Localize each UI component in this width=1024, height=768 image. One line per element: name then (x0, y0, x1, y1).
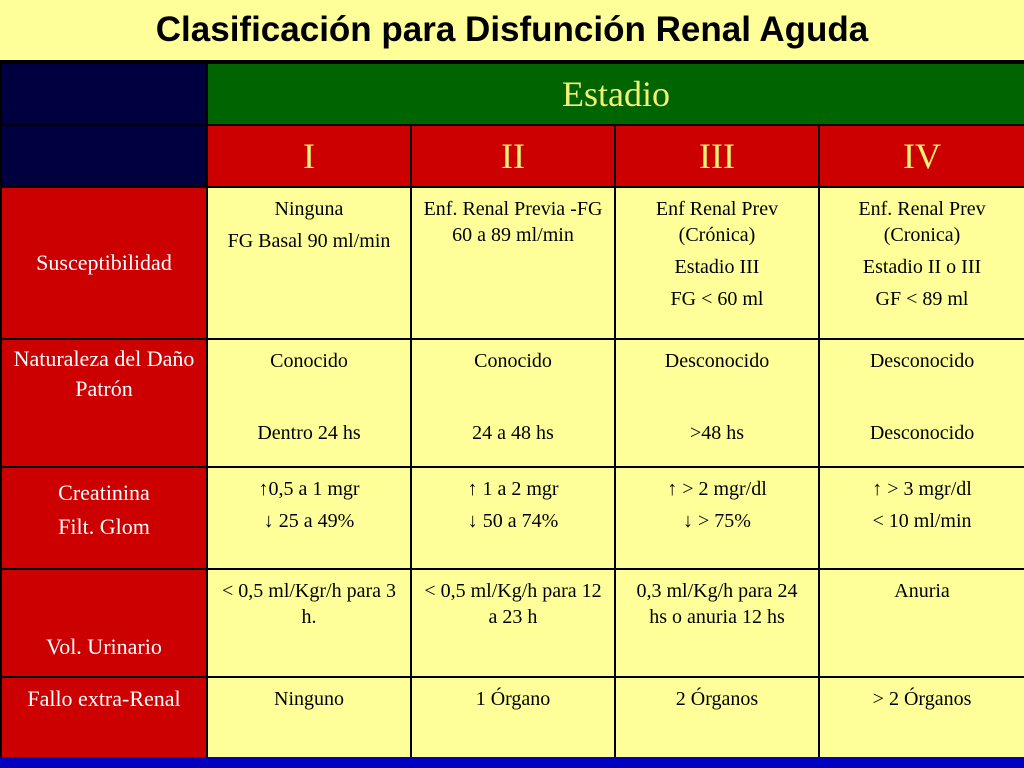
table-cell (615, 467, 819, 569)
cell-text: Desconocido (869, 422, 975, 444)
row-header-text: Susceptibilidad (36, 250, 172, 276)
cell-text: ↑ > 3 mgr/dl (872, 478, 972, 500)
stage-header: IV (819, 125, 1024, 187)
estadio-header: Estadio (207, 63, 1024, 125)
row-header-text: Creatinina (58, 480, 150, 505)
classification-table (0, 62, 1024, 762)
cell-text: Anuria (894, 580, 950, 602)
cell-text: Enf. Renal Prev (Cronica) (858, 198, 986, 246)
cell-text: ↓ > 75% (683, 510, 751, 532)
cell-text: Estadio II o III (862, 256, 982, 278)
header-corner-stages (1, 125, 207, 187)
cell-text: FG Basal 90 ml/min (227, 230, 391, 252)
cell-text: Ninguna (274, 198, 344, 220)
row-header (1, 467, 207, 569)
row-header-text: Fallo extra-Renal (27, 686, 181, 711)
table-cell (615, 187, 819, 339)
cell-text: ↑ > 2 mgr/dl (667, 478, 767, 500)
cell-text: Desconocido (869, 350, 975, 372)
cell-text: Conocido (270, 350, 348, 372)
table-row-vol-urinario (1, 569, 1024, 677)
table-cell (207, 339, 411, 467)
table-cell (615, 569, 819, 677)
table-row-naturaleza (1, 339, 1024, 467)
cell-text: ↑0,5 a 1 mgr (258, 478, 360, 500)
table-cell (615, 677, 819, 761)
table-cell (819, 467, 1024, 569)
header-corner (1, 63, 207, 125)
table-cell (411, 187, 615, 339)
table-row-fallo-extra-renal (1, 677, 1024, 761)
cell-text: Enf Renal Prev (Crónica) (655, 198, 779, 246)
cell-text: Estadio III (674, 256, 760, 278)
cell-text: FG < 60 ml (670, 288, 764, 310)
row-header (1, 569, 207, 677)
cell-text: 2 Órganos (675, 688, 759, 710)
table-cell (411, 677, 615, 761)
stage-header: III (615, 125, 819, 187)
stage-header: II (411, 125, 615, 187)
header-row-stages (1, 125, 1024, 187)
cell-text: GF < 89 ml (875, 288, 969, 310)
row-header-text: Naturaleza del Daño (13, 346, 195, 371)
table-cell (411, 339, 615, 467)
row-header-text: Filt. Glom (58, 513, 150, 539)
slide-title: Clasificación para Disfunción Renal Aguda (0, 0, 1024, 62)
table-cell (615, 339, 819, 467)
cell-text: < 0,5 ml/Kg/h para 12 a 23 h (424, 580, 602, 628)
cell-text: ↓ 50 a 74% (467, 510, 559, 532)
header-row-estadio (1, 63, 1024, 125)
cell-text: Enf. Renal Previa -FG 60 a 89 ml/min (423, 198, 603, 246)
table-cell (207, 677, 411, 761)
cell-text: Desconocido (664, 350, 770, 372)
row-header-text: Vol. Urinario (46, 634, 162, 660)
cell-text: < 0,5 ml/Kgr/h para 3 h. (221, 580, 397, 628)
row-header (1, 187, 207, 339)
cell-text: Dentro 24 hs (257, 422, 361, 444)
bottom-bar (0, 757, 1024, 768)
table-cell (819, 569, 1024, 677)
table-cell (411, 569, 615, 677)
table-cell (819, 187, 1024, 339)
cell-text: > 2 Órganos (872, 688, 972, 710)
cell-text: < 10 ml/min (872, 510, 972, 532)
table-row-creatinina (1, 467, 1024, 569)
table-cell (207, 187, 411, 339)
cell-text: Ninguno (274, 688, 344, 710)
cell-text: ↑ 1 a 2 mgr (467, 478, 559, 500)
cell-text: ↓ 25 a 49% (263, 510, 355, 532)
cell-text: 24 a 48 hs (472, 422, 554, 444)
stage-header: I (207, 125, 411, 187)
row-header (1, 339, 207, 467)
table-cell (207, 569, 411, 677)
table-cell (819, 339, 1024, 467)
cell-text: Conocido (474, 350, 552, 372)
row-header-text: Patrón (75, 375, 133, 401)
table-cell (411, 467, 615, 569)
table-row-susceptibilidad (1, 187, 1024, 339)
row-header (1, 677, 207, 761)
cell-text: >48 hs (689, 422, 745, 444)
table-cell (819, 677, 1024, 761)
cell-text: 0,3 ml/Kg/h para 24 hs o anuria 12 hs (636, 580, 798, 628)
table-cell (207, 467, 411, 569)
cell-text: 1 Órgano (475, 688, 551, 710)
